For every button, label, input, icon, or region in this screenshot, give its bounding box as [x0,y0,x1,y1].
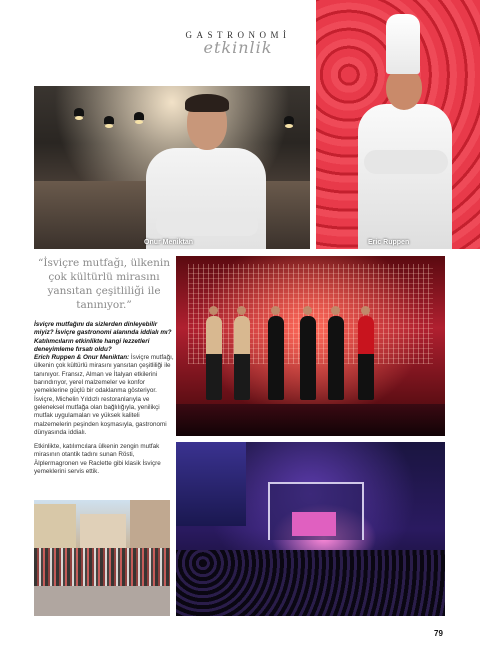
building [80,514,126,548]
ground [34,586,170,616]
closing-paragraph: Etkinlikte, katılımcılara ülkenin zengin mutfak mirasının otantik tadını sunan Rösti, Älplermagronen ve Raclette gibi klasik İsviçre yemeklerini servis ettik. [34,443,161,476]
concert-photo [176,442,445,616]
dancer [206,316,222,400]
pendant-lamp-icon [104,116,114,124]
dancer [234,316,250,400]
pull-quote: “İsviçre mutfağı, ülkenin çok kültürlü mirasını yansıtan çeşitliliği ile tanınıyor.” [37,257,171,311]
audience [176,550,445,616]
answer-lead: Erich Ruppen & Onur Meniktan: [34,354,130,362]
kitchen-chef-photo [34,86,310,249]
dancer-head [303,306,312,315]
section-subtitle: etkinlik [203,38,273,57]
page-number: 79 [434,629,443,638]
building [34,504,76,548]
stage-performance-photo [176,256,445,436]
dancer-head [209,306,218,315]
street-crowd-photo [34,500,170,616]
pendant-lamp-icon [74,108,84,116]
dancer [328,316,344,400]
chef-arms [364,150,448,174]
chef-hat [386,14,420,74]
dancer [268,316,284,400]
chef-hair [185,94,229,112]
stage-screen [292,512,336,536]
building [130,500,170,548]
interview-question: İsviçre mutfağını da sizlerden dinleyebilir miyiz? İsviçre gastronomi alanında iddialı mı? Katılımcıların etkinlikte hangi lezzetleri deneyimleme fırsatı oldu? [34,321,172,353]
dancer-head [361,306,370,315]
red-wall-chef-photo [316,0,480,249]
photo-caption: Onur Meniktan [144,239,194,246]
dancer [300,316,316,400]
section-title: GASTRONOMİ [185,30,291,40]
crowd [34,548,170,586]
dancer [358,316,374,400]
stage-floor [176,404,445,436]
building [176,442,246,526]
dancer-head [331,306,340,315]
chef-face [386,68,422,110]
chef-jacket [358,104,452,249]
pendant-lamp-icon [284,116,294,124]
interview-text [34,321,174,482]
pendant-lamp-icon [134,112,144,120]
dancer-head [271,306,280,315]
dancer-head [237,306,246,315]
interview-answer: İsviçre mutfağı, ülkenin çok kültürlü mirasını yansıtan çeşitliliği ile tanınıyor. Fransız, Alman ve İtalyan etkilerini barındırıyor, yerel malzemeler ve konfor yemeklerine güçlü bir odaklanma gösteriyor. İsviçre, Michelin Yıldızlı restoranlarıyla ve geleneksel mutfağa olan bağlılığıyla, yenilikçi mutfak uygulamaları ve yüksek kaliteli malzemelerin peşinden koşmasıyla, gastronomi dünyasında iddialı. [34,354,174,436]
chef-arms [156,214,258,236]
photo-caption: Eric Ruppen [368,239,410,246]
